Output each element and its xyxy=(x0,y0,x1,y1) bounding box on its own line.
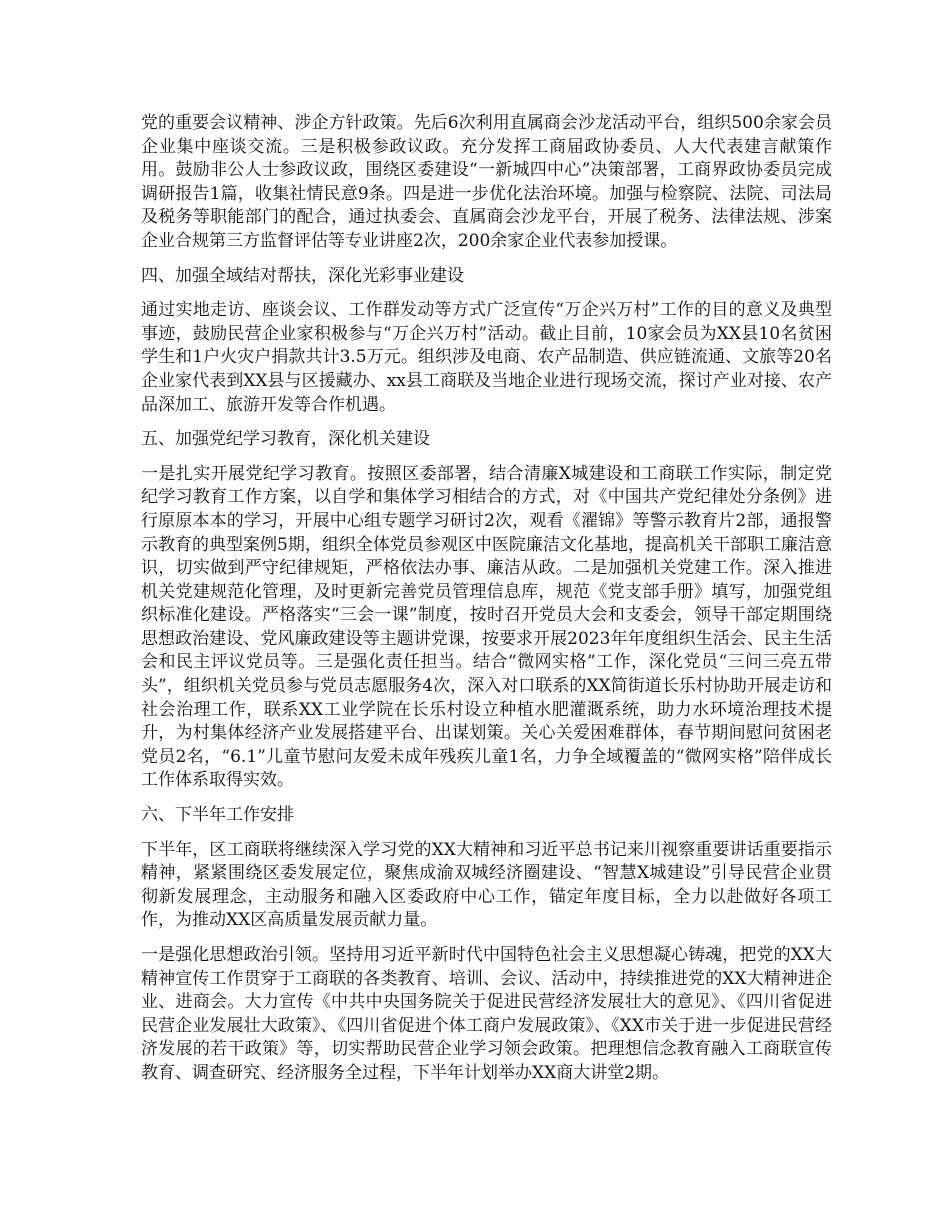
section-heading-6: 六、下半年工作安排 xyxy=(141,805,294,826)
section-heading-4: 四、加强全域结对帮扶，深化光彩事业建设 xyxy=(141,265,464,286)
paragraph-pairing-assistance: 通过实地走访、座谈会议、工作群发动等方式广泛宣传“万企兴万村”工作的目的意义及典型事迹，鼓励民营企业家积极参与“万企兴万村”活动。截止目前，10家会员为XX县10名贫困学生和1户火灾户捐款共计3.5万元。组织涉及电商、农产品制造、供应链流通、文旅等20名企业家代表到XX县与区援藏办、xx县工商联及当地企业进行现场交流，探讨产业对接、农产品深加工、旅游开发等合作机遇。 xyxy=(141,300,832,415)
paragraph-political-guidance: 一是强化思想政治引领。坚持用习近平新时代中国特色社会主义思想凝心铸魂，把党的XX大精神宣传工作贯穿于工商联的各类教育、培训、会议、活动中，持续推进党的XX大精神进企业、进商会。大力宣传《中共中央国务院关于促进民营经济发展壮大的意见》、《四川省促进民营企业发展壮大政策》、《四川省促进个体工商户发展政策》、《XX市关于进一步促进民营经济发展的若干政策》等，切实帮助民营企业学习领会政策。把理想信念教育融入工商联宣传教育、调查研究、经济服务全过程，下半年计划举办XX商大讲堂2期。 xyxy=(141,945,832,1083)
paragraph-party-discipline: 一是扎实开展党纪学习教育。按照区委部署，结合清廉X城建设和工商联工作实际，制定党纪学习教育工作方案，以自学和集体学习相结合的方式，对《中国共产党纪律处分条例》进行原原本本的学习，开展中心组专题学习研讨2次，观看《濯锦》等警示教育片2部，通报警示教育的典型案例5期，组织全体党员参观区中医院廉洁文化基地，提高机关干部职工廉洁意识，切实做到严守纪律规矩，严格依法办事、廉洁从政。二是加强机关党建工作。深入推进机关党建规范化管理，及时更新完善党员管理信息库，规范《党支部手册》填写，加强党组织标准化建设。严格落实“三会一课”制度，按时召开党员大会和支委会，领导干部定期围绕思想政治建设、党风廉政建设等主题讲党课，按要求开展2023年年度组织生活会、民主生活会和民主评议党员等。三是强化责任担当。结合“微网实格”工作，深化党员“三问三亮五带头”，组织机关党员参与党员志愿服务4次，深入对口联系的XX简街道长乐村协助开展走访和社会治理工作，联系XX工业学院在长乐村设立种植水肥灌溉系统，助力水环境治理技术提升，为村集体经济产业发展搭建平台、出谋划策。关心关爱困难群体，春节期间慰问贫困老党员2名，“6.1”儿童节慰问友爱未成年残疾儿童1名，力争全域覆盖的“微网实格”陪伴成长工作体系取得实效。 xyxy=(141,463,832,791)
paragraph-second-half-plan: 下半年，区工商联将继续深入学习党的XX大精神和习近平总书记来川视察重要讲话重要指示精神，紧紧围绕区委发展定位，聚焦成渝双城经济圈建设、“智慧X城建设”引导民营企业贯彻新发展理念，主动服务和融入区委政府中心工作，锚定年度目标，全力以赴做好各项工作，为推动XX区高质量发展贡献力量。 xyxy=(141,839,832,931)
section-heading-5: 五、加强党纪学习教育，深化机关建设 xyxy=(141,429,430,450)
paragraph-party-meetings: 党的重要会议精神、涉企方针政策。先后6次利用直属商会沙龙活动平台，组织500余家会员企业集中座谈交流。三是积极参政议政。充分发挥工商届政协委员、人大代表建言献策作用。鼓励非公人士参政议政，围绕区委建设“一新城四中心”决策部署，工商界政协委员完成调研报告1篇，收集社情民意9条。四是进一步优化法治环境。加强与检察院、法院、司法局及税务等职能部门的配合，通过执委会、直属商会沙龙平台，开展了税务、法律法规、涉案企业合规第三方监督评估等专业讲座2次，200余家企业代表参加授课。 xyxy=(141,113,832,251)
